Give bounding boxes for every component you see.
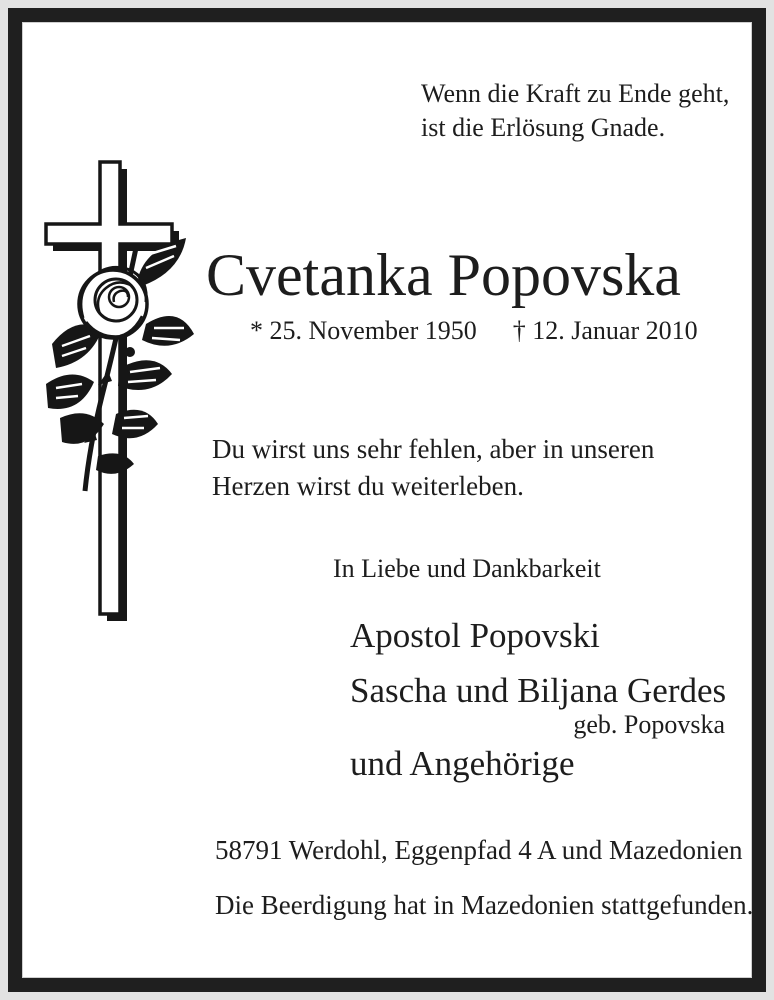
mourner-maiden-name: geb. Popovska: [573, 710, 725, 739]
tribute-line: In Liebe und Dankbarkeit: [333, 554, 601, 583]
epigraph: [421, 77, 729, 145]
mourner-name: Sascha und Biljana Gerdes: [350, 671, 727, 710]
mourner-name: Apostol Popovski: [350, 616, 600, 655]
birth-date: * 25. November 1950: [250, 316, 477, 345]
cross-with-rose-icon: [38, 156, 210, 628]
deceased-name: Cvetanka Popovska: [206, 242, 681, 308]
farewell-message: Du wirst uns sehr fehlen, aber in unseren Herzen wirst du weiterleben.: [212, 434, 655, 501]
funeral-note: Die Beerdigung hat in Mazedonien stattgefunden.: [215, 890, 754, 920]
obituary-content: [22, 22, 752, 978]
life-dates: [250, 316, 698, 346]
death-date: † 12. Januar 2010: [512, 316, 698, 345]
epigraph-line-1: Wenn die Kraft zu Ende geht,: [421, 79, 730, 108]
obituary-frame: [8, 8, 766, 992]
mourner-name: und Angehörige: [350, 744, 575, 783]
address-line: 58791 Werdohl, Eggenpfad 4 A und Mazedonien: [215, 835, 743, 865]
epigraph-line-2: ist die Erlösung Gnade.: [421, 113, 666, 142]
